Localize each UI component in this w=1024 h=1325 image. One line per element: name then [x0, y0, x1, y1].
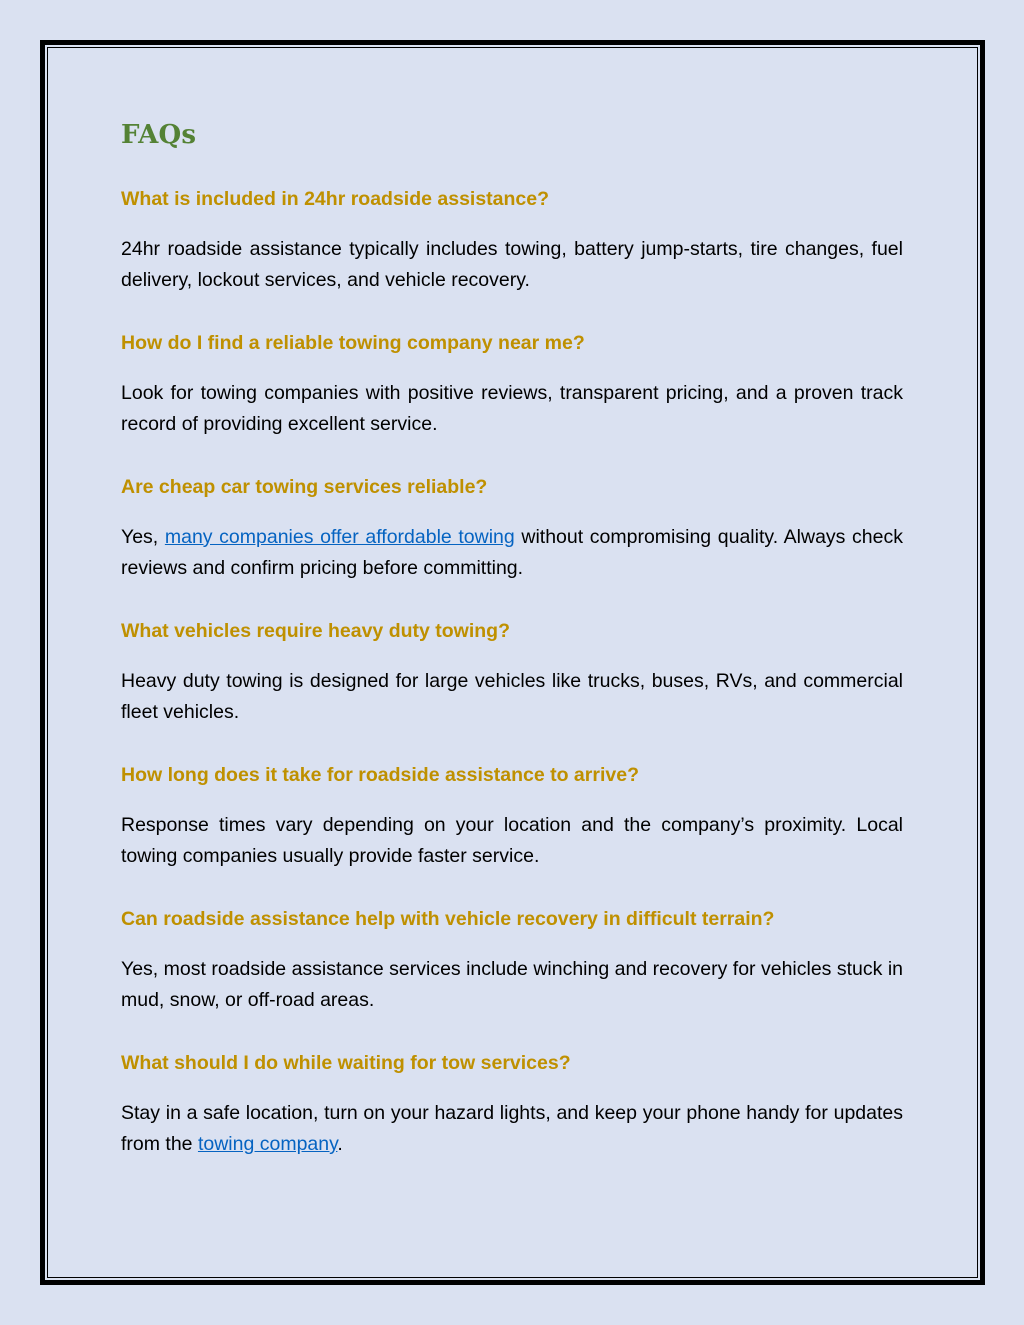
faq-answer: Yes, most roadside assistance services include winching and recovery for vehicles stuck in mud, snow, or off-road areas. [121, 958, 903, 1011]
faq-item-cheap-towing [121, 474, 903, 584]
faq-answer: Heavy duty towing is designed for large vehicles like trucks, buses, RVs, and commercial fleet vehicles. [121, 670, 903, 723]
faq-question: What vehicles require heavy duty towing? [121, 620, 511, 642]
faq-section [121, 112, 903, 1160]
faq-question: Can roadside assistance help with vehicle recovery in difficult terrain? [121, 908, 775, 930]
faq-question: What should I do while waiting for tow services? [121, 1052, 571, 1074]
faq-question: What is included in 24hr roadside assistance? [121, 188, 550, 210]
answer-text-after: . [337, 1133, 343, 1155]
faq-item-difficult-terrain [121, 906, 903, 1016]
faq-answer [121, 522, 903, 584]
answer-text-after: without compromising quality. Always check reviews and confirm pricing before committing. [121, 526, 903, 579]
faq-answer: Response times vary depending on your location and the company’s proximity. Local towing companies usually provide faster service. [121, 814, 903, 867]
answer-text-before: Yes, [121, 526, 165, 548]
faq-item-included [121, 186, 903, 296]
faq-item-arrival-time [121, 762, 903, 872]
faq-item-heavy-duty [121, 618, 903, 728]
faq-answer: Look for towing companies with positive reviews, transparent pricing, and a proven track record of providing excellent service. [121, 382, 903, 435]
affordable-towing-link[interactable]: many companies offer affordable towing [164, 526, 515, 548]
towing-company-link[interactable]: towing company [197, 1133, 338, 1155]
faq-item-waiting [121, 1050, 903, 1160]
faq-item-reliable-company [121, 330, 903, 440]
faq-answer: 24hr roadside assistance typically includes towing, battery jump-starts, tire changes, fuel delivery, lockout services, and vehicle recovery. [121, 238, 903, 291]
faq-question: How do I find a reliable towing company near me? [121, 332, 585, 354]
faq-answer [121, 1098, 903, 1160]
faq-question: How long does it take for roadside assistance to arrive? [121, 764, 639, 786]
page-title: FAQs [121, 120, 197, 150]
faq-question: Are cheap car towing services reliable? [121, 476, 488, 498]
answer-text-before: Stay in a safe location, turn on your hazard lights, and keep your phone handy for updates from the [121, 1102, 903, 1155]
